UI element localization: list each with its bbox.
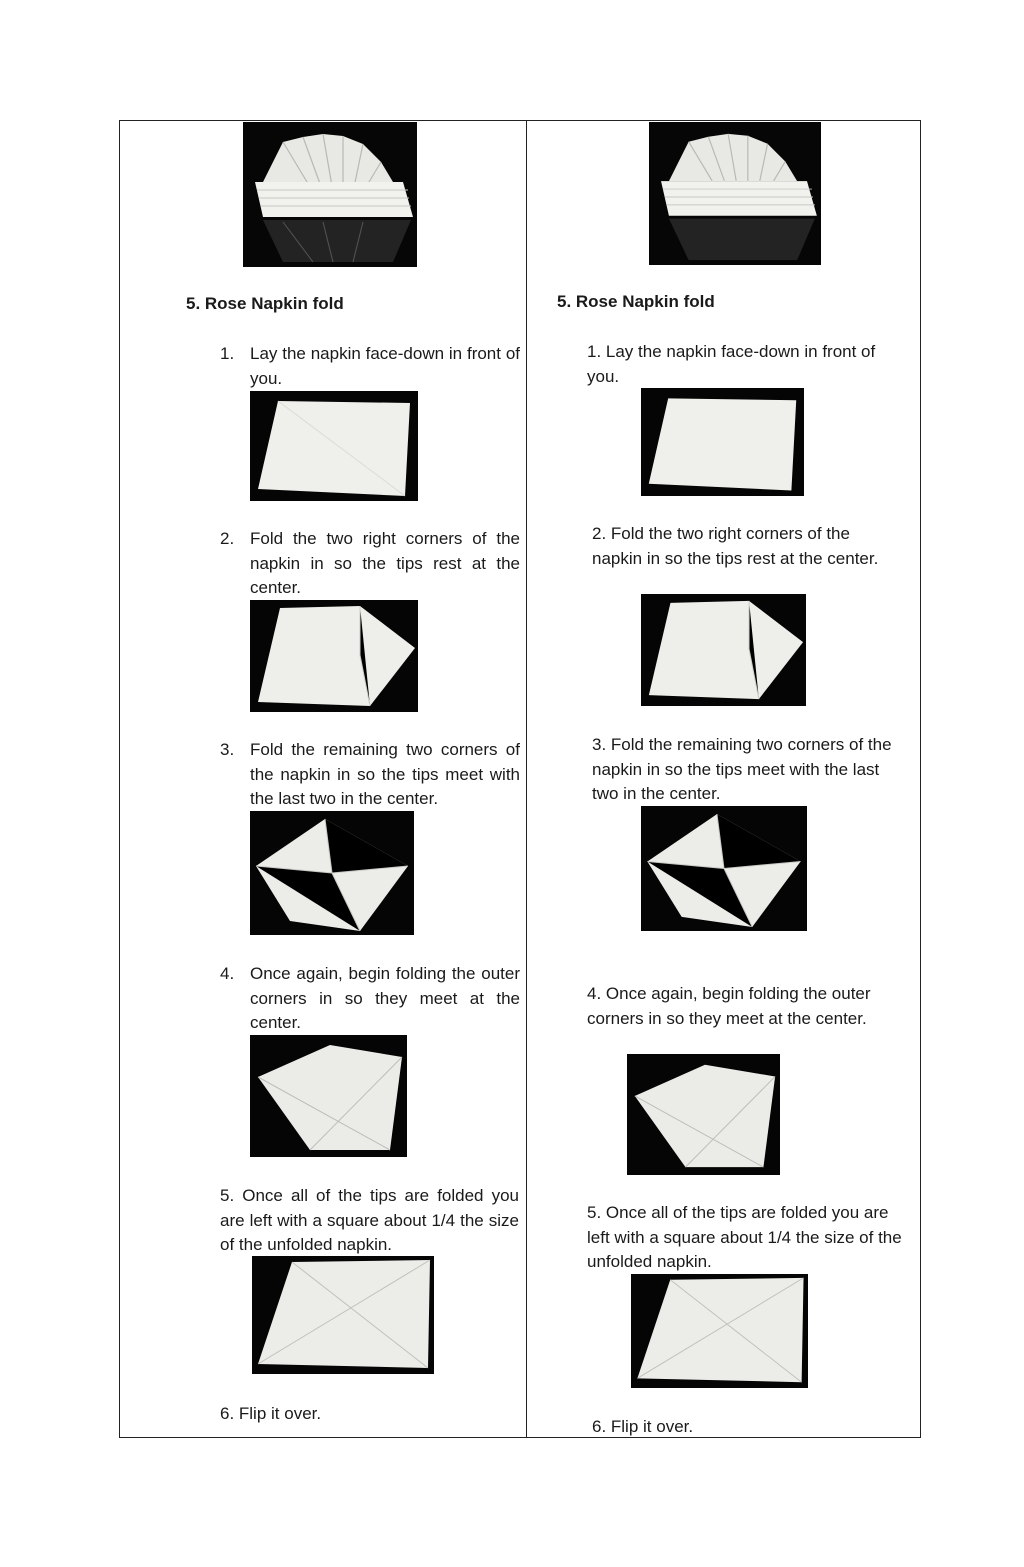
left-step-2-number: 2. [220,529,235,548]
outer-corners-folded-photo [250,1035,407,1157]
right-step-2-text: 2. Fold the two right corners of the napkin in so the tips rest at the center. [592,524,879,568]
right-step-3-text: 3. Fold the remaining two corners of the napkin in so the tips meet with the last two in the center. [592,735,892,803]
right-heading: 5. Rose Napkin fold [557,292,715,311]
left-heading: 5. Rose Napkin fold [186,294,344,313]
two-corners-folded-photo [250,600,418,712]
right-step-4-text: 4. Once again, begin folding the outer corners in so they meet at the center. [587,984,871,1028]
right-step-5-text: 5. Once all of the tips are folded you are left with a square about 1/4 the size of the unfolded napkin. [587,1203,902,1271]
four-corners-folded-photo [250,811,414,935]
quarter-square-photo [631,1274,808,1388]
flat-napkin-photo [250,391,418,501]
flat-napkin-photo [641,388,804,496]
right-step-6-text: 6. Flip it over. [592,1417,694,1436]
four-corners-folded-photo [641,806,807,931]
quarter-square-photo [252,1256,434,1374]
left-step-1-number: 1. [220,344,235,363]
left-step-4-text: Once again, begin folding the outer corners in so they meet at the center. [250,964,520,1032]
left-step-6-text: 6. Flip it over. [220,1404,322,1423]
left-step-5-text: 5. Once all of the tips are folded you are left with a square about 1/4 the size of the unfolded napkin. [220,1186,519,1254]
left-step-1-text: Lay the napkin face-down in front of you. [250,344,520,388]
outer-corners-folded-photo [627,1054,780,1175]
column-divider [526,120,527,1438]
two-corners-folded-photo [641,594,806,706]
left-step-3-number: 3. [220,740,235,759]
fan-napkin-photo [243,122,417,267]
left-step-2-text: Fold the two right corners of the napkin in so the tips rest at the center. [250,529,520,597]
fan-napkin-photo [649,122,821,265]
right-step-1-text: 1. Lay the napkin face-down in front of you. [587,342,876,386]
left-step-3-text: Fold the remaining two corners of the napkin in so the tips meet with the last two in the center. [250,740,520,808]
left-step-4-number: 4. [220,964,235,983]
